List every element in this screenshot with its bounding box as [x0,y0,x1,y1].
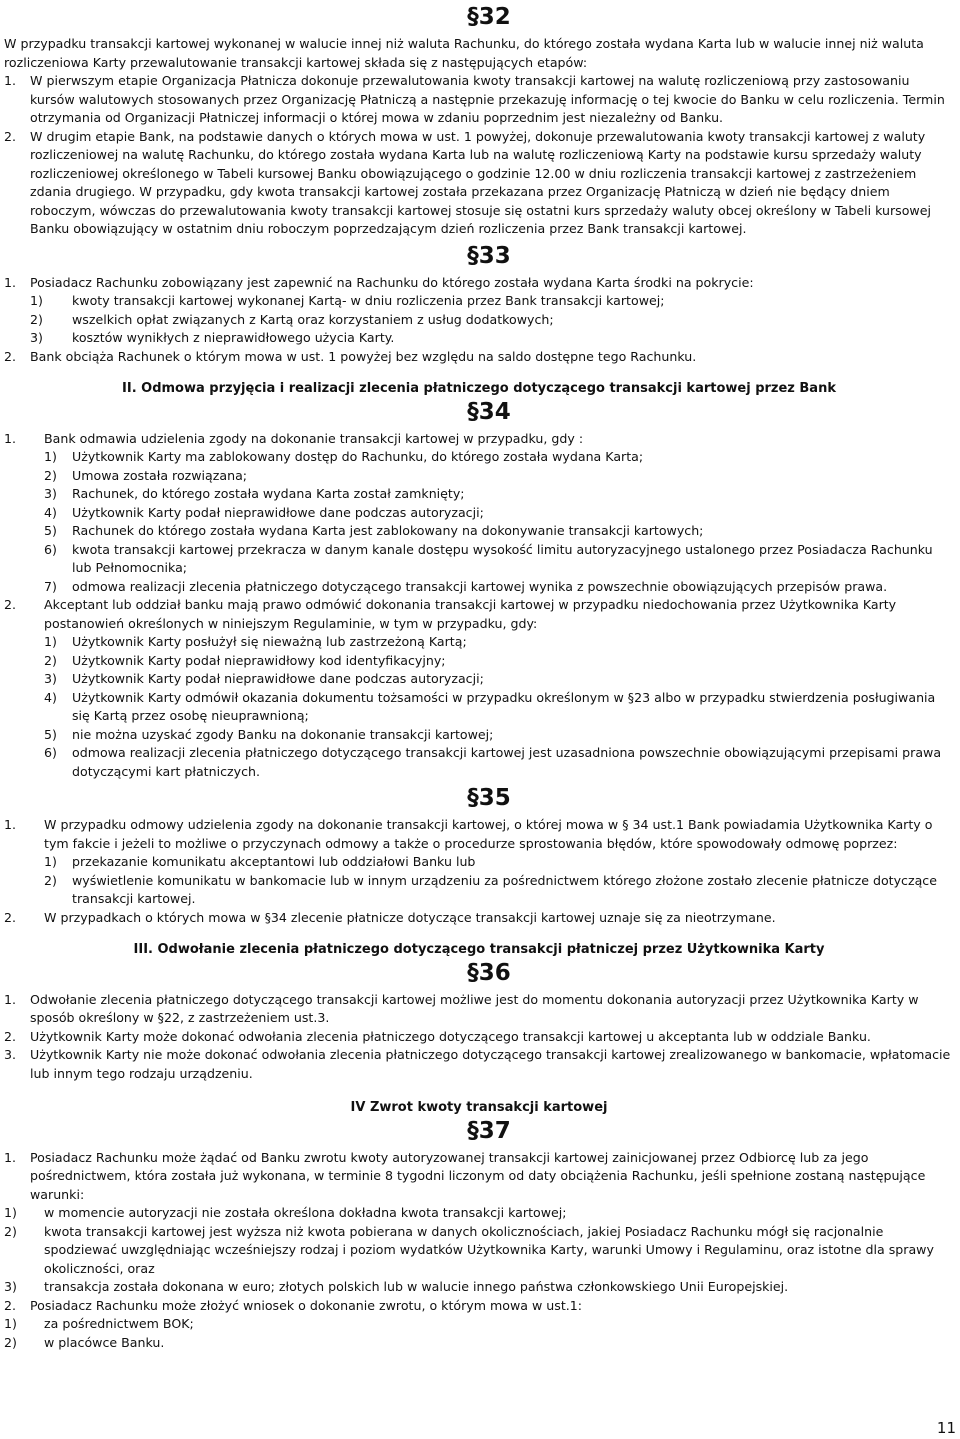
sub-item-number: 3) [44,671,57,686]
item-number: 1. [4,430,17,446]
sub-list-item [4,670,954,689]
sub-item-text: odmowa realizacji zlecenia płatniczego dotyczącego transakcji kartowej wynika z powszechnie obowiązujących przepisów prawa. [72,578,888,594]
list-item [4,348,954,367]
sub-item-text: kosztów wynikłych z nieprawidłowego użycia Karty. [72,330,395,345]
sub-item-text: odmowa realizacji zlecenia płatniczego dotyczącego transakcji kartowej jest uzasadniona powszechnie obowiązującymi przepisami prawa dotyczącymi kart płatniczych. [72,745,942,779]
sub-list-item [4,1204,954,1223]
sub-list-item [4,541,954,578]
sub-item-text: za pośrednictwem BOK; [44,1316,194,1331]
sub-item-text: wyświetlenie komunikatu w bankomacie lub w innym urządzeniu za pośrednictwem którego złożone zostało zlecenie płatnicze dotyczące transakcji kartowej. [72,872,937,906]
sub-item-text: kwota transakcji kartowej przekracza w danym kanale dostępu wysokość limitu autoryzacyjnego ustalonego przez Posiadacza Rachunku lub Pełnomocnika; [72,541,933,575]
item-number: 2. [4,348,17,364]
list-item [4,430,954,449]
sub-list-item [4,311,954,330]
sub-item-text: Rachunek, do którego została wydana Karta został zamknięty; [72,486,465,501]
sub-item-number: 1) [44,854,57,869]
sub-list-item [4,853,954,872]
list-item [4,816,954,853]
sub-list-item [4,1334,954,1353]
chapter-heading-2: II. Odmowa przyjęcia i realizacji zlecenia płatniczego dotyczącego transakcji kartowej przez Bank [122,381,836,396]
sub-item-number: 1) [4,1316,17,1331]
sub-item-text: Użytkownik Karty odmówił okazania dokumentu tożsamości w przypadku określonym w §23 albo w przypadku stwierdzenia posługiwania się Kartą przez osobę nieuprawnioną; [72,689,936,723]
sub-list-item [4,467,954,486]
sub-item-number: 4) [44,689,57,705]
sub-item-number: 7) [44,578,57,594]
list-item [4,128,954,239]
sub-list-item [4,522,954,541]
sub-item-number: 2) [44,467,57,483]
sub-list-item [4,1315,954,1334]
list-item [4,991,954,1028]
sub-list-item [4,485,954,504]
list-item [4,1028,954,1047]
sub-list-item [4,1278,954,1297]
item-text: Posiadacz Rachunku może żądać od Banku zwrotu kwoty autoryzowanej transakcji kartowej zainicjowanej przez Odbiorcę lub za jego pośrednictwem, która została już wykonana, w terminie 8 tygodni liczonym od daty obciążenia Rachunku, jeśli spełnione zostaną następujące warunki: [30,1149,926,1202]
sub-item-text: Użytkownik Karty podał nieprawidłowe dane podczas autoryzacji; [72,671,484,686]
list-item [4,1046,954,1083]
sub-item-number: 3) [44,486,57,501]
sub-list-item [4,329,954,348]
item-number: 1. [4,73,17,88]
sub-item-text: Umowa została rozwiązana; [72,467,248,483]
sub-item-number: 2) [4,1223,17,1239]
sub-list-item [4,633,954,652]
sub-item-number: 1) [4,1205,17,1220]
item-text: W przypadkach o których mowa w §34 zlecenie płatnicze dotyczące transakcji kartowej uznaje się za nieotrzymane. [44,909,776,925]
sub-item-number: 6) [44,745,57,760]
sub-item-text: nie można uzyskać zgody Banku na dokonanie transakcji kartowej; [72,726,494,742]
item-number: 2. [4,1028,17,1044]
sub-item-number: 4) [44,504,57,520]
item-number: 2. [4,128,17,144]
item-number: 1. [4,274,17,290]
list-item [4,596,954,633]
list-item [4,72,954,128]
sub-item-text: w momencie autoryzacji nie została określona dokładna kwota transakcji kartowej; [44,1205,567,1220]
item-text: W pierwszym etapie Organizacja Płatnicza dokonuje przewalutowania kwoty transakcji kartowej na walutę rozliczeniową przy zastosowaniu kursów walutowych stosowanych przez Organizację Płatniczą a następnie przekazuję informację o tej kwocie do Banku w celu rozliczenia. Termin otrzymania od Organizacji Płatniczej informacji o której mowa w zdaniu poprzednim jest niezależny od Banku. [30,73,945,125]
sub-item-text: Użytkownik Karty podał nieprawidłowy kod identyfikacyjny; [72,652,446,668]
chapter-heading-3: III. Odwołanie zlecenia płatniczego dotyczącego transakcji płatniczej przez Użytkownika Karty [133,942,825,957]
section-symbol-36: §36 [467,959,511,986]
sub-item-text: kwoty transakcji kartowej wykonanej Kartą- w dniu rozliczenia przez Bank transakcji kartowej; [72,293,665,308]
sub-item-number: 2) [30,311,43,327]
sub-item-text: Użytkownik Karty posłużył się nieważną lub zastrzeżoną Kartą; [72,634,467,649]
sub-item-number: 3) [30,330,43,345]
item-text: Odwołanie zlecenia płatniczego dotyczącego transakcji kartowej możliwe jest do momentu dokonania autoryzacji przez Użytkownika Karty w sposób określony w §22, z zastrzeżeniem ust.3. [30,991,919,1025]
sub-item-text: Użytkownik Karty podał nieprawidłowe dane podczas autoryzacji; [72,504,484,520]
item-text: Posiadacz Rachunku zobowiązany jest zapewnić na Rachunku do którego została wydana Karta środki na pokrycie: [30,274,754,290]
item-number: 1. [4,1149,17,1165]
section-symbol-32: §32 [467,4,511,30]
item-text: Bank odmawia udzielenia zgody na dokonanie transakcji kartowej w przypadku, gdy : [44,430,584,446]
list-item [4,1149,954,1205]
sub-item-number: 1) [44,449,57,464]
sub-item-number: 1) [44,634,57,649]
sub-item-text: kwota transakcji kartowej jest wyższa niż kwota pobierana w danych okolicznościach, jakiej Posiadacz Rachunku mógł się racjonalnie spodziewać uwzględniając wcześniejszy rodzaj i poziom wydatków Użytkownika Karty, warunki Umowy i Regulaminu, oraz istotne dla sprawy okoliczności, oraz [44,1223,934,1276]
list-item [4,274,954,293]
item-text: Bank obciąża Rachunek o którym mowa w ust. 1 powyżej bez względu na saldo dostępne tego Rachunku. [30,348,697,364]
sub-item-text: wszelkich opłat związanych z Kartą oraz korzystaniem z usług dodatkowych; [72,311,554,327]
item-number: 1. [4,991,17,1007]
sub-item-number: 2) [44,652,57,668]
section-symbol-35: §35 [467,785,511,811]
sub-item-number: 1) [30,293,43,308]
item-number: 2. [4,909,17,925]
item-number: 3. [4,1047,17,1062]
sub-item-text: w placówce Banku. [44,1334,165,1350]
item-text: W drugim etapie Bank, na podstawie danych o których mowa w ust. 1 powyżej, dokonuje przewalutowania kwoty transakcji kartowej z waluty rozliczeniowej na walutę Rachunku, do którego została wydana Karta lub na walutę rozliczeniową Karty na podstawie kursu sprzedaży waluty rozliczeniowej określonego w Tabeli kursowej Banku obowiązującego o godzinie 12.00 w dniu rozliczenia transakcji kartowej z zastrzeżeniem zdania drugiego. W przypadku, gdy kwota transakcji kartowej została przekazana przez Organizację Płatniczą w dzień nie będący dniem roboczym, wówczas do przewalutowania kwoty transakcji kartowej stosuje się ostatni kurs sprzedaży waluty obcej określony w Tabeli kursowej Banku obowiązujący w ostatnim dniu roboczym poprzedzającym dzień rozliczenia przez Bank transakcji kartowej. [30,128,931,236]
sub-item-number: 5) [44,523,57,538]
sub-item-number: 2) [44,872,57,888]
page-number: 11 [936,1418,956,1437]
sub-list-item [4,578,954,597]
sub-list-item [4,726,954,745]
sub-item-text: Użytkownik Karty ma zablokowany dostęp do Rachunku, do którego została wydana Karta; [72,449,644,464]
sub-list-item [4,448,954,467]
sub-list-item [4,872,954,909]
list-item [4,1297,954,1316]
list-item [4,909,954,928]
sub-item-text: przekazanie komunikatu akceptantowi lub oddziałowi Banku lub [72,854,476,869]
section-symbol-37: §37 [467,1117,511,1144]
sub-item-text: Rachunek do którego została wydana Karta jest zablokowany na dokonywanie transakcji kartowych; [72,523,704,538]
item-number: 1. [4,817,17,832]
sub-item-number: 5) [44,726,57,742]
sub-item-number: 3) [4,1279,17,1294]
chapter-heading-4: IV Zwrot kwoty transakcji kartowej [350,1100,608,1115]
item-text: Użytkownik Karty może dokonać odwołania zlecenia płatniczego dotyczącego transakcji kartowej u akceptanta lub w oddziale Banku. [30,1028,871,1044]
sub-list-item [4,1223,954,1279]
item-number: 2. [4,597,17,612]
section-symbol-34: §34 [467,398,511,425]
item-text: W przypadku odmowy udzielenia zgody na dokonanie transakcji kartowej, o której mowa w § 34 ust.1 Bank powiadamia Użytkownika Karty o tym fakcie i jeżeli to możliwe o przyczynach odmowy a także o procedurze sprostowania błędów, które spowodowały odmowę poprzez: [44,817,933,851]
item-number: 2. [4,1297,17,1313]
sub-item-text: transakcja została dokonana w euro; złotych polskich lub w walucie innego państwa członkowskiego Unii Europejskiej. [44,1279,789,1294]
sub-list-item [4,652,954,671]
sub-list-item [4,744,954,781]
paragraph-intro: W przypadku transakcji kartowej wykonanej w walucie innej niż waluta Rachunku, do którego została wydana Karta lub w walucie innej niż waluta rozliczeniowa Karty przewalutowanie transakcji kartowej składa się z następujących etapów: [4,36,924,70]
sub-item-number: 2) [4,1334,17,1350]
item-text: Akceptant lub oddział banku mają prawo odmówić dokonania transakcji kartowej w przypadku niedochowania przez Użytkownika Karty postanowień określonych w niniejszym Regulaminie, w tym w przypadku, gdy: [44,597,897,631]
sub-list-item [4,292,954,311]
sub-list-item [4,689,954,726]
item-text: Posiadacz Rachunku może złożyć wniosek o dokonanie zwrotu, o którym mowa w ust.1: [30,1297,583,1313]
sub-list-item [4,504,954,523]
document-page [0,4,954,1352]
section-symbol-33: §33 [467,242,511,269]
sub-item-number: 6) [44,541,57,557]
item-text: Użytkownik Karty nie może dokonać odwołania zlecenia płatniczego dotyczącego transakcji kartowej zrealizowanego w bankomacie, wpłatomacie lub innym tego rodzaju urządzeniu. [30,1047,951,1081]
